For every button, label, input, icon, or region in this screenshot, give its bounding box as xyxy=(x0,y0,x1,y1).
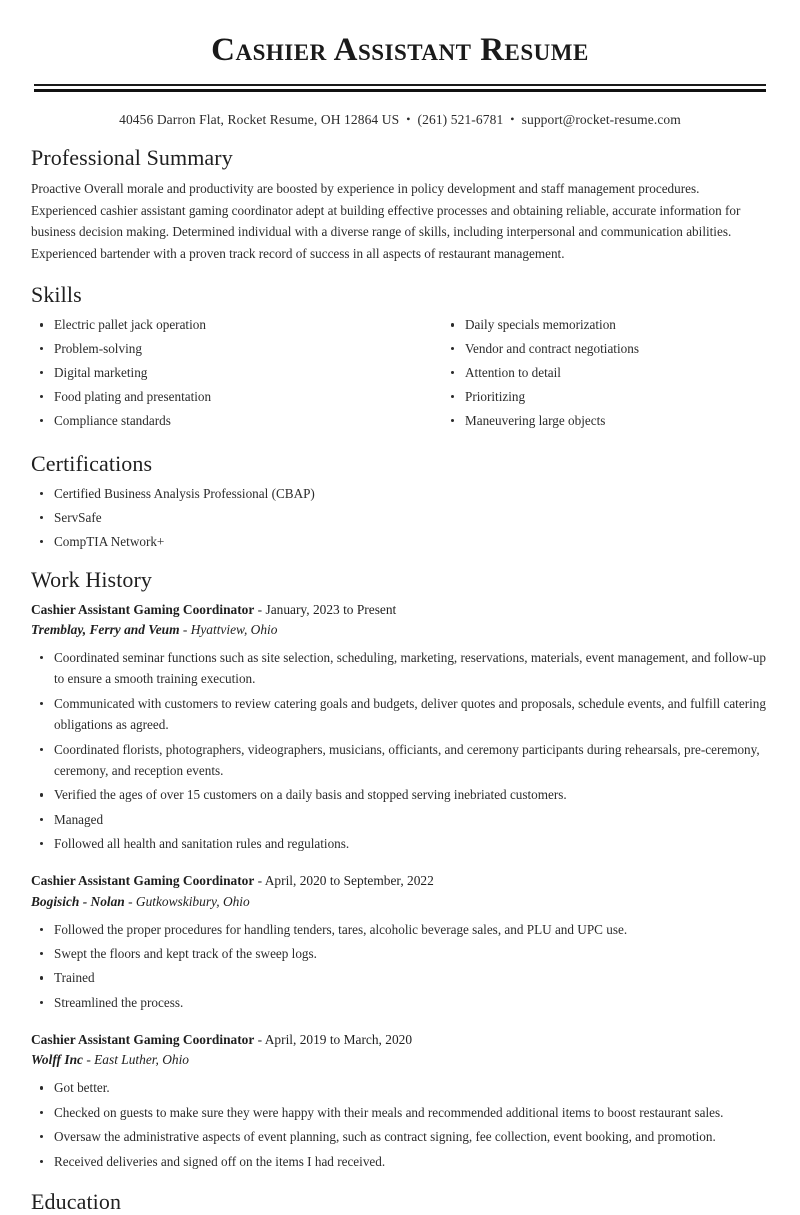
skills-column-right xyxy=(400,314,769,433)
section-skills xyxy=(31,281,769,434)
list-item: Followed the proper procedures for handling tenders, tares, alcoholic beverage sales, and PLU and UPC use. xyxy=(31,919,769,940)
job-title-dash: - xyxy=(254,1032,265,1048)
list-item: Problem-solving xyxy=(31,338,400,359)
section-education xyxy=(31,1188,769,1215)
list-item: Swept the floors and kept track of the sweep logs. xyxy=(31,943,769,964)
job-company-dash: - xyxy=(124,893,136,909)
job-title-dash: - xyxy=(254,601,266,617)
job-location: Gutkowskibury, Ohio xyxy=(135,893,250,909)
section-heading-certifications: Certifications xyxy=(31,450,153,476)
job-bullet-list xyxy=(31,919,769,1014)
job-title-line xyxy=(31,871,769,891)
page-title: Cashier Assistant Resume xyxy=(211,32,589,68)
list-item: Compliance standards xyxy=(31,410,400,431)
contact-phone: (261) 521-6781 xyxy=(417,112,504,128)
header-divider xyxy=(31,84,769,92)
list-item: Vendor and contract negotiations xyxy=(442,338,769,359)
job-location: Hyattview, Ohio xyxy=(190,621,278,637)
job-company: Wolff Inc xyxy=(31,1052,83,1068)
list-item: Daily specials memorization xyxy=(442,314,769,335)
job-title: Cashier Assistant Gaming Coordinator xyxy=(31,873,255,889)
section-heading-education: Education xyxy=(31,1188,122,1214)
summary-body: Proactive Overall morale and productivity are boosted by experience in policy development and staff management procedures. Experienced cashier assistant gaming coordinator adept at building effective processes and obtaining reliable, accurate information for business decision making. Determined individual with a diverse range of skills, including interpersonal and communication abilities. Experienced bartender with a proven track record of success in all aspects of restaurant management. xyxy=(31,180,741,262)
list-item: Checked on guests to make sure they were happy with their meals and recommended additional items to boost restaurant sales. xyxy=(31,1102,769,1123)
contact-email: support@rocket-resume.com xyxy=(521,112,681,128)
section-heading-work-history: Work History xyxy=(31,567,153,593)
section-work-history xyxy=(31,566,769,1172)
job-bullet-list xyxy=(31,1077,769,1172)
section-certifications xyxy=(31,450,769,553)
section-heading-skills: Skills xyxy=(31,281,82,307)
certifications-list xyxy=(31,483,769,552)
job-company-line xyxy=(31,892,769,912)
job-dates: April, 2020 to September, 2022 xyxy=(264,873,434,889)
work-history-entry xyxy=(31,871,769,1013)
skills-columns xyxy=(31,314,769,433)
list-item: Attention to detail xyxy=(442,362,769,383)
section-heading-summary: Professional Summary xyxy=(31,145,233,171)
skills-list-left xyxy=(31,314,400,431)
list-item: Received deliveries and signed off on the items I had received. xyxy=(31,1151,769,1172)
contact-separator-1: • xyxy=(406,112,411,127)
list-item: ServSafe xyxy=(31,507,769,528)
list-item: Food plating and presentation xyxy=(31,386,400,407)
divider-rule-bottom xyxy=(34,89,766,92)
job-bullet-list xyxy=(31,647,769,854)
job-dates: January, 2023 to Present xyxy=(265,601,397,617)
job-title-line xyxy=(31,600,769,620)
contact-separator-2: • xyxy=(510,112,515,127)
list-item: Coordinated seminar functions such as site selection, scheduling, marketing, reservations, materials, event management, and follow-up to ensure a smooth training execution. xyxy=(31,647,769,690)
job-title-line xyxy=(31,1030,769,1050)
job-title-dash: - xyxy=(254,873,265,889)
contact-address: 40456 Darron Flat, Rocket Resume, OH 12864 US xyxy=(119,112,400,128)
job-title: Cashier Assistant Gaming Coordinator xyxy=(31,601,255,617)
list-item: Oversaw the administrative aspects of event planning, such as contract signing, fee collection, event booking, and promotion. xyxy=(31,1126,769,1147)
list-item: Certified Business Analysis Professional (CBAP) xyxy=(31,483,769,504)
list-item: Coordinated florists, photographers, videographers, musicians, officiants, and ceremony participants during rehearsals, pre-ceremony, ceremony, and reception events. xyxy=(31,739,769,782)
job-title: Cashier Assistant Gaming Coordinator xyxy=(31,1032,255,1048)
list-item: Streamlined the process. xyxy=(31,992,769,1013)
list-item: Managed xyxy=(31,809,769,830)
list-item: Got better. xyxy=(31,1077,769,1098)
job-company-line xyxy=(31,620,769,640)
contact-line xyxy=(31,112,769,128)
list-item: Maneuvering large objects xyxy=(442,410,769,431)
job-company: Bogisich - Nolan xyxy=(31,893,125,909)
job-dates: April, 2019 to March, 2020 xyxy=(264,1032,413,1048)
list-item: Electric pallet jack operation xyxy=(31,314,400,335)
list-item: Verified the ages of over 15 customers on a daily basis and stopped serving inebriated customers. xyxy=(31,784,769,805)
list-item: CompTIA Network+ xyxy=(31,531,769,552)
work-history-entry xyxy=(31,1030,769,1172)
section-professional-summary xyxy=(31,144,769,265)
list-item: Trained xyxy=(31,967,769,988)
list-item: Digital marketing xyxy=(31,362,400,383)
job-company: Tremblay, Ferry and Veum xyxy=(31,621,180,637)
list-item: Communicated with customers to review catering goals and budgets, deliver quotes and proposals, schedule events, and fulfill catering obligations as agreed. xyxy=(31,693,769,736)
work-history-entry xyxy=(31,600,769,855)
job-company-dash: - xyxy=(179,621,191,637)
job-company-line xyxy=(31,1050,769,1070)
skills-list-right xyxy=(442,314,769,431)
skills-column-left xyxy=(31,314,400,433)
list-item: Prioritizing xyxy=(442,386,769,407)
job-company-dash: - xyxy=(82,1052,95,1068)
list-item: Followed all health and sanitation rules and regulations. xyxy=(31,833,769,854)
job-location: East Luther, Ohio xyxy=(94,1052,189,1068)
